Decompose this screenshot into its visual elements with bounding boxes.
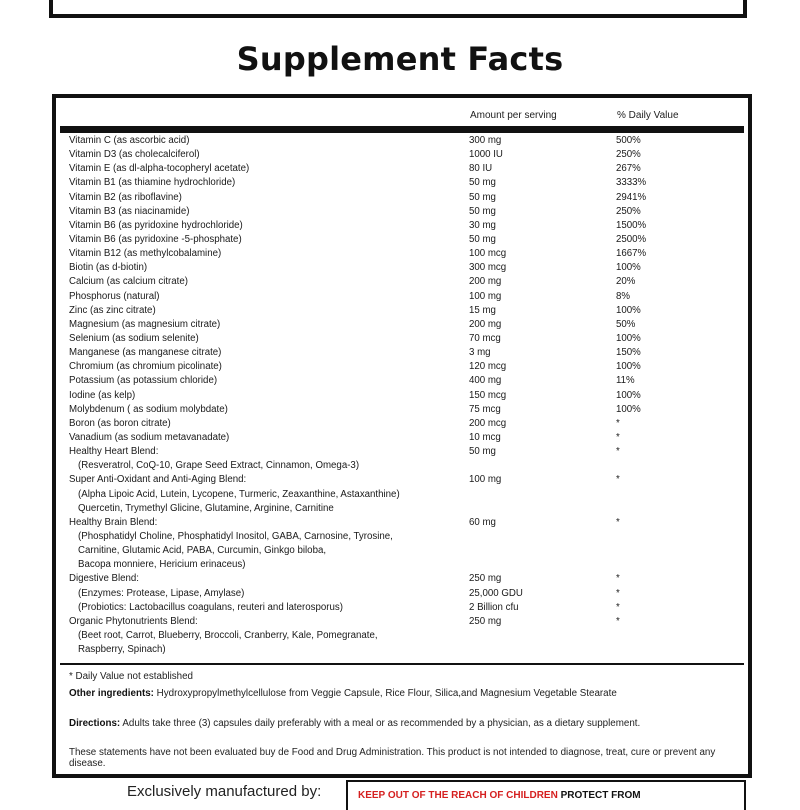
nutrient-name: Healthy Brain Blend: <box>69 516 158 528</box>
nutrient-amount: 50 mg <box>469 191 496 203</box>
nutrient-row <box>69 205 745 219</box>
nutrient-name: Boron (as boron citrate) <box>69 417 171 429</box>
footnote-divider <box>60 663 744 665</box>
nutrient-amount: 100 mcg <box>469 248 507 260</box>
nutrient-daily-value: 250% <box>616 205 641 217</box>
nutrient-name: (Alpha Lipoic Acid, Lutein, Lycopene, Turmeric, Zeaxanthine, Astaxanthine) <box>78 488 400 500</box>
nutrient-row <box>69 615 745 629</box>
nutrient-row <box>69 219 745 233</box>
nutrient-row <box>69 544 745 558</box>
nutrient-name: Selenium (as sodium selenite) <box>69 332 199 344</box>
nutrient-row <box>69 176 745 190</box>
nutrient-name: (Probiotics: Lactobacillus coagulans, reuteri and laterosporus) <box>78 601 343 613</box>
nutrient-name: Bacopa monniere, Hericium erinaceus) <box>78 559 246 571</box>
nutrient-amount: 50 mg <box>469 205 496 217</box>
nutrient-row <box>69 290 745 304</box>
nutrient-row <box>69 261 745 275</box>
header-daily-value: % Daily Value <box>617 110 679 121</box>
nutrient-row <box>69 572 745 586</box>
directions-label: Directions: <box>69 718 121 729</box>
nutrient-daily-value: * <box>616 431 620 443</box>
table-header <box>60 102 744 133</box>
nutrient-daily-value: 100% <box>616 304 641 316</box>
nutrient-row <box>69 247 745 261</box>
nutrient-row <box>69 417 745 431</box>
other-ingredients-label: Other ingredients: <box>69 688 154 699</box>
header-amount: Amount per serving <box>470 110 557 121</box>
nutrient-name: Manganese (as manganese citrate) <box>69 347 222 359</box>
nutrient-name: Zinc (as zinc citrate) <box>69 304 156 316</box>
nutrient-amount: 100 mg <box>469 474 502 486</box>
nutrient-daily-value: 3333% <box>616 177 647 189</box>
nutrient-amount: 250 mg <box>469 615 502 627</box>
nutrient-daily-value: 150% <box>616 347 641 359</box>
nutrient-name: Super Anti-Oxidant and Anti-Aging Blend: <box>69 474 247 486</box>
nutrient-daily-value: 20% <box>616 276 636 288</box>
nutrient-row <box>69 346 745 360</box>
nutrient-daily-value: 100% <box>616 361 641 373</box>
nutrient-row <box>69 488 745 502</box>
nutrient-row <box>69 587 745 601</box>
nutrient-row <box>69 530 745 544</box>
nutrient-daily-value: 100% <box>616 332 641 344</box>
nutrient-daily-value: 267% <box>616 163 641 175</box>
nutrient-row <box>69 445 745 459</box>
nutrient-row <box>69 332 745 346</box>
nutrient-row <box>69 502 745 516</box>
nutrient-name: Vitamin B2 (as riboflavine) <box>69 191 182 203</box>
nutrient-name: Vitamin B12 (as methylcobalamine) <box>69 248 222 260</box>
nutrient-amount: 60 mg <box>469 516 496 528</box>
nutrient-amount: 70 mcg <box>469 332 501 344</box>
nutrient-daily-value: 2941% <box>616 191 647 203</box>
nutrient-name: Quercetin, Trymethyl Glicine, Glutamine, Arginine, Carnitine <box>78 502 334 514</box>
directions-text: Adults take three (3) capsules daily preferably with a meal or as recommended by a physician, as a dietary supplement. <box>120 718 641 729</box>
nutrient-amount: 80 IU <box>469 163 493 175</box>
nutrient-daily-value: * <box>616 601 620 613</box>
nutrient-name: (Resveratrol, CoQ-10, Grape Seed Extract, Cinnamon, Omega-3) <box>78 460 360 472</box>
warning-box <box>346 780 746 810</box>
nutrient-daily-value: * <box>616 516 620 528</box>
nutrient-daily-value: 11% <box>616 375 635 387</box>
nutrient-daily-value: * <box>616 615 620 627</box>
nutrient-amount: 50 mg <box>469 177 496 189</box>
nutrient-name: Healthy Heart Blend: <box>69 446 159 458</box>
nutrient-daily-value: 100% <box>616 389 641 401</box>
nutrient-row <box>69 162 745 176</box>
nutrient-list <box>69 134 745 657</box>
nutrient-row <box>69 601 745 615</box>
warning-text <box>358 790 641 801</box>
nutrient-row <box>69 318 745 332</box>
nutrient-name: Vitamin B3 (as niacinamide) <box>69 205 190 217</box>
nutrient-daily-value: 100% <box>616 262 641 274</box>
nutrient-row <box>69 275 745 289</box>
nutrient-amount: 100 mg <box>469 290 502 302</box>
other-ingredients-text: Hydroxypropylmethylcellulose from Veggie Capsule, Rice Flour, Silica,and Magnesium Vegetable Stearate <box>153 688 617 699</box>
footnote: * Daily Value not established <box>69 671 193 682</box>
nutrient-daily-value: 250% <box>616 149 641 161</box>
nutrient-name: Biotin (as d-biotin) <box>69 262 148 274</box>
nutrient-row <box>69 191 745 205</box>
nutrient-name: Raspberry, Spinach) <box>78 644 166 656</box>
nutrient-name: (Enzymes: Protease, Lipase, Amylase) <box>78 587 245 599</box>
nutrient-amount: 200 mg <box>469 318 502 330</box>
nutrient-name: Iodine (as kelp) <box>69 389 136 401</box>
nutrient-daily-value: 8% <box>616 290 631 302</box>
nutrient-amount: 200 mg <box>469 276 502 288</box>
nutrient-daily-value: 2500% <box>616 233 647 245</box>
nutrient-row <box>69 516 745 530</box>
nutrient-row <box>69 403 745 417</box>
nutrient-amount: 120 mcg <box>469 361 507 373</box>
supplement-facts-panel <box>52 94 752 778</box>
nutrient-amount: 3 mg <box>469 347 491 359</box>
nutrient-daily-value: * <box>616 474 620 486</box>
nutrient-amount: 10 mcg <box>469 431 501 443</box>
manufactured-by-label: Exclusively manufactured by: <box>127 783 322 800</box>
nutrient-row <box>69 304 745 318</box>
nutrient-name: Molybdenum ( as sodium molybdate) <box>69 403 228 415</box>
nutrient-name: Magnesium (as magnesium citrate) <box>69 318 221 330</box>
nutrient-name: Digestive Blend: <box>69 573 140 585</box>
nutrient-row <box>69 134 745 148</box>
nutrient-amount: 2 Billion cfu <box>469 601 519 613</box>
nutrient-daily-value: * <box>616 446 620 458</box>
nutrient-row <box>69 374 745 388</box>
nutrient-amount: 50 mg <box>469 233 496 245</box>
nutrient-amount: 30 mg <box>469 219 496 231</box>
nutrient-amount: 150 mcg <box>469 389 507 401</box>
warning-protect: PROTECT FROM <box>557 790 641 801</box>
directions <box>69 719 741 730</box>
nutrient-amount: 25,000 GDU <box>469 587 523 599</box>
nutrient-name: Potassium (as potassium chloride) <box>69 375 218 387</box>
nutrient-amount: 50 mg <box>469 446 496 458</box>
nutrient-row <box>69 148 745 162</box>
nutrient-row <box>69 473 745 487</box>
nutrient-daily-value: 50% <box>616 318 636 330</box>
nutrient-name: Vitamin D3 (as cholecalciferol) <box>69 149 200 161</box>
nutrient-row <box>69 389 745 403</box>
nutrient-daily-value: * <box>616 587 620 599</box>
nutrient-amount: 200 mcg <box>469 417 507 429</box>
page-title: Supplement Facts <box>236 40 564 78</box>
nutrient-row <box>69 360 745 374</box>
nutrient-amount: 300 mg <box>469 135 502 146</box>
nutrient-name: Phosphorus (natural) <box>69 290 160 302</box>
nutrient-daily-value: * <box>616 573 620 585</box>
disclaimer: These statements have not been evaluated buy de Food and Drug Administration. This product is not intended to diagnose, treat, cure or prevent any disease. <box>69 747 716 769</box>
nutrient-name: Calcium (as calcium citrate) <box>69 276 188 288</box>
warning-children: KEEP OUT OF THE REACH OF CHILDREN <box>358 790 558 801</box>
nutrient-name: Vitamin B6 (as pyridoxine hydrochloride) <box>69 219 243 231</box>
nutrient-name: (Beet root, Carrot, Blueberry, Broccoli, Cranberry, Kale, Pomegranate, <box>78 629 378 641</box>
nutrient-daily-value: 100% <box>616 403 641 415</box>
nutrient-row <box>69 233 745 247</box>
nutrient-name: Vitamin B1 (as thiamine hydrochloride) <box>69 177 236 189</box>
nutrient-amount: 1000 IU <box>469 149 503 161</box>
nutrient-name: Vanadium (as sodium metavanadate) <box>69 431 230 443</box>
nutrient-name: Vitamin C (as ascorbic acid) <box>69 135 190 146</box>
nutrient-name: Vitamin B6 (as pyridoxine -5-phosphate) <box>69 233 242 245</box>
nutrient-daily-value: * <box>616 417 620 429</box>
nutrient-amount: 300 mcg <box>469 262 507 274</box>
nutrient-daily-value: 1667% <box>616 248 647 260</box>
nutrient-name: (Phosphatidyl Choline, Phosphatidyl Inositol, GABA, Carnosine, Tyrosine, <box>78 530 393 542</box>
nutrient-row <box>69 643 745 657</box>
nutrient-name: Carnitine, Glutamic Acid, PABA, Curcumin, Ginkgo biloba, <box>78 545 327 557</box>
nutrient-row <box>69 558 745 572</box>
nutrient-daily-value: 500% <box>616 135 641 146</box>
nutrient-name: Chromium (as chromium picolinate) <box>69 361 222 373</box>
nutrient-amount: 400 mg <box>469 375 502 387</box>
top-label-box <box>49 0 747 18</box>
other-ingredients <box>69 689 741 700</box>
nutrient-name: Organic Phytonutrients Blend: <box>69 615 198 627</box>
nutrient-amount: 75 mcg <box>469 403 501 415</box>
nutrient-row <box>69 431 745 445</box>
nutrient-amount: 250 mg <box>469 573 502 585</box>
nutrient-daily-value: 1500% <box>616 219 647 231</box>
nutrient-row <box>69 629 745 643</box>
nutrient-amount: 15 mg <box>469 304 496 316</box>
nutrient-row <box>69 459 745 473</box>
nutrient-name: Vitamin E (as dl-alpha-tocopheryl acetate) <box>69 163 250 175</box>
